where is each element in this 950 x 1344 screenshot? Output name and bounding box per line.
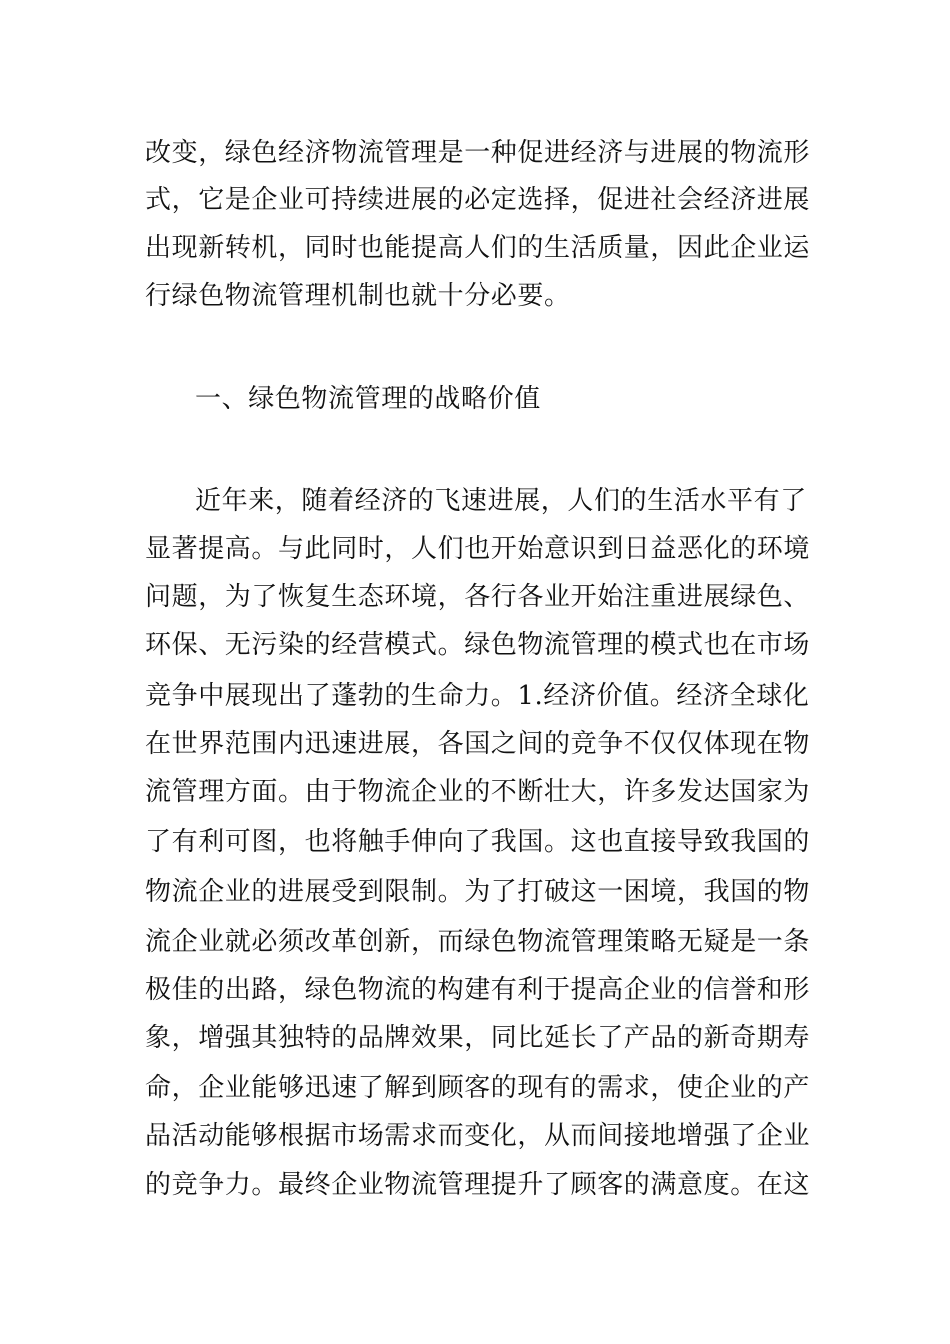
paragraph-line: 的竞争力。最终企业物流管理提升了顾客的满意度。在这 [145, 1170, 811, 1200]
paragraph-line: 近年来，随着经济的飞速进展，人们的生活水平有了 [195, 486, 807, 516]
paragraph-line: 命，企业能够迅速了解到顾客的现有的需求，使企业的产 [145, 1073, 811, 1103]
paragraph-line: 改变，绿色经济物流管理是一种促进经济与进展的物流形 [145, 138, 811, 168]
paragraph-line: 流企业就必须改革创新，而绿色物流管理策略无疑是一条 [145, 927, 811, 957]
paragraph-line: 物流企业的进展受到限制。为了打破这一困境，我国的物 [145, 877, 811, 907]
paragraph-line: 品活动能够根据市场需求而变化，从而间接地增强了企业 [145, 1121, 811, 1151]
paragraph-line: 式，它是企业可持续进展的必定选择，促进社会经济进展 [145, 185, 811, 215]
paragraph-line: 环保、无污染的经营模式。绿色物流管理的模式也在市场 [145, 630, 811, 660]
paragraph-line: 出现新转机，同时也能提高人们的生活质量，因此企业运 [145, 233, 811, 263]
paragraph-line: 流管理方面。由于物流企业的不断壮大，许多发达国家为 [145, 777, 811, 807]
paragraph-line: 竞争中展现出了蓬勃的生命力。1.经济价值。经济全球化 [145, 681, 810, 711]
paragraph-line: 极佳的出路，绿色物流的构建有利于提高企业的信誉和形 [145, 975, 811, 1005]
paragraph-line: 行绿色物流管理机制也就十分必要。 [145, 281, 571, 311]
paragraph-line: 象，增强其独特的品牌效果，同比延长了产品的新奇期寿 [145, 1023, 811, 1053]
paragraph-line: 了有利可图，也将触手伸向了我国。这也直接导致我国的 [145, 827, 811, 857]
paragraph-line: 在世界范围内迅速进展，各国之间的竞争不仅仅体现在物 [145, 729, 811, 759]
paragraph-line: 显著提高。与此同时，人们也开始意识到日益恶化的环境 [145, 534, 811, 564]
section-heading: 一、绿色物流管理的战略价值 [195, 384, 541, 414]
paragraph-line: 问题，为了恢复生态环境，各行各业开始注重进展绿色、 [145, 582, 811, 612]
